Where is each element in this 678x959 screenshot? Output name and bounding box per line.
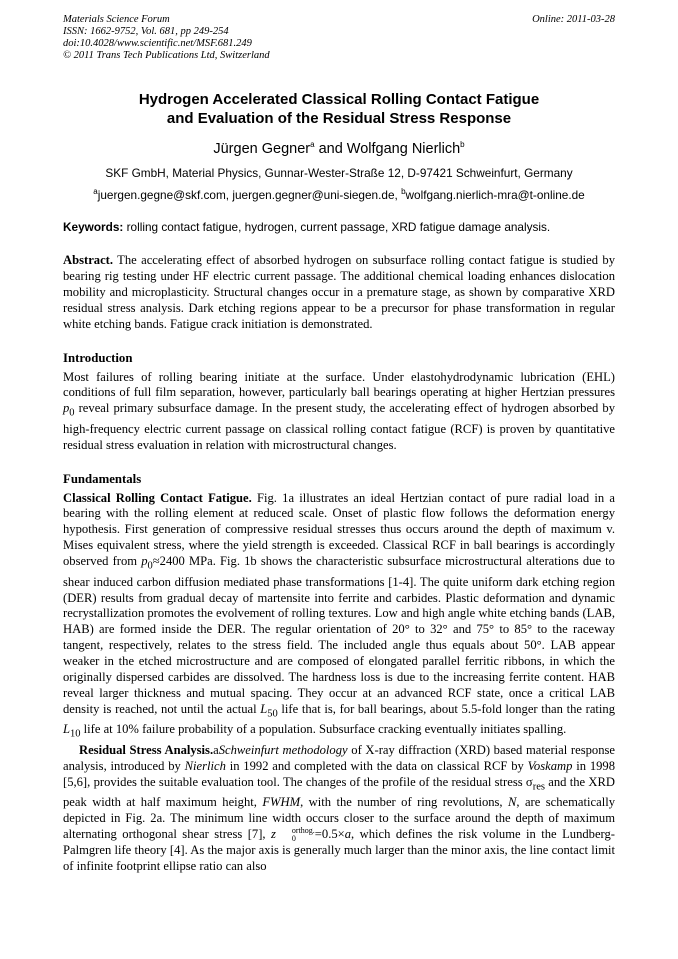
affiliation: SKF GmbH, Material Physics, Gunnar-Wester-Straße 12, D-97421 Schweinfurt, Germany bbox=[105, 166, 573, 180]
rcf-label: Classical Rolling Contact Fatigue. bbox=[63, 490, 252, 505]
email-a-mark: a bbox=[93, 187, 98, 197]
rsa-z-sup: orthog. bbox=[291, 825, 315, 835]
author-2: Wolfgang Nierlich bbox=[346, 141, 461, 157]
rcf-p0: p bbox=[141, 554, 148, 569]
issn-line: ISSN: 1662-9752, Vol. 681, pp 249-254 bbox=[63, 26, 229, 37]
intro-p0-sub: 0 bbox=[69, 407, 75, 419]
rcf-text-c: life that is, for ball bearings, about 5.5-fold longer than the rating bbox=[277, 701, 615, 716]
rsa-z-sub: 0 bbox=[291, 833, 296, 843]
intro-text-2: reveal primary subsurface damage. In the present study, the accelerating effect of hydrogen absorbed by high-frequency electric current passage on classical rolling contact fatigue (RCF) is proven by quantitative residual stress evaluation in relation with microstructural changes. bbox=[63, 401, 615, 452]
email-a[interactable]: juergen.gegne@skf.com, juergen.gegner@uni-siegen.de, bbox=[97, 188, 402, 202]
introduction-text bbox=[63, 370, 615, 454]
rcf-text-b: ≈2400 MPa. Fig. 1b shows the characteristic subsurface microstructural alterations due to shear induced carbon diffusion mediated phase transformations [1-4]. The quite uniform dark etching region (DER) results from gradual decay of martensite into ferrite and carbides. Plastic deformation and dynamic recrystallization promotes the evolvement of rolling textures. Low and high angle white etching bands (LAB, HAB) are formed inside the DER. The regular orientation of 20° to 32° and 75° to 85° to the raceway tangent, respectively, relates to the stress field. The included angle thus equals about 50°. LAB appear weaker in the etched microstructure and are composed of elongated parallel ferritic ribbons, in which the originally dispersed carbides are dissolved. The hardness loss is due to the increasing ferrite content. HAB reveal larger thickness and mutual spacing. They occur at an advanced RCF state, once a critical LAB density is reached, not until the actual bbox=[63, 554, 615, 716]
email-b[interactable]: wolfgang.nierlich-mra@t-online.de bbox=[405, 188, 585, 202]
rsa-fwhm: FWHM bbox=[262, 794, 301, 809]
copyright-line: © 2011 Trans Tech Publications Ltd, Switzerland bbox=[63, 50, 270, 61]
rsa-text-b: of X-ray diffraction (XRD) based material response analysis, introduced by bbox=[63, 742, 616, 773]
rcf-text-a: Fig. 1a illustrates an ideal Hertzian contact of pure radial load in a bearing with the rolling element at reduced scale. Onset of plastic flow follows the deformation energy hypothesis. First generation of compressive residual stresses thus occurs around the depth of maximum v. Mises equivalent stress, where the yield strength is exceeded. Classical RCF in ball bearings is accordingly observed from bbox=[63, 490, 615, 569]
rsa-z-indices bbox=[276, 827, 315, 843]
authors bbox=[63, 141, 615, 157]
rsa-text-e: and the XRD peak width at half maximum height, bbox=[63, 774, 615, 809]
rcf-l50-sub: 50 bbox=[267, 708, 278, 720]
paper-page bbox=[63, 14, 615, 875]
paper-title bbox=[63, 90, 615, 128]
rcf-l10-sub: 10 bbox=[70, 728, 81, 740]
rcf-l50: L bbox=[260, 701, 268, 716]
keywords-label: Keywords: bbox=[63, 220, 124, 234]
title-line-1: Hydrogen Accelerated Classical Rolling Contact Fatigue bbox=[138, 91, 540, 108]
fundamentals-heading: Fundamentals bbox=[63, 471, 142, 486]
rcf-l10: L bbox=[63, 722, 71, 737]
author-1-mark: a bbox=[310, 140, 315, 150]
rsa-text-d: in 1998 [5,6], provides the suitable evaluation tool. The changes of the profile of the residual stress σ bbox=[63, 758, 616, 789]
intro-p0: p bbox=[63, 401, 70, 416]
journal-name: Materials Science Forum bbox=[63, 14, 170, 25]
rcf-p0-sub: 0 bbox=[147, 560, 153, 572]
rcf-text-d: life at 10% failure probability of a population. Subsurface cracking eventually initiates spalling. bbox=[80, 722, 567, 737]
abstract bbox=[63, 253, 615, 333]
rsa-text-c: in 1992 and completed with the data on classical RCF by bbox=[225, 758, 528, 773]
online-date: Online: 2011-03-28 bbox=[532, 14, 615, 25]
introduction-heading: Introduction bbox=[63, 350, 133, 365]
rsa-sigma-res-sub: res bbox=[532, 781, 545, 793]
keywords-text: rolling contact fatigue, hydrogen, current passage, XRD fatigue damage analysis. bbox=[123, 220, 551, 234]
abstract-text: The accelerating effect of absorbed hydrogen on subsurface rolling contact fatigue is studied by bearing rig testing under HF electric current passage. The additional chemical loading enhances dislocation mobility and microplasticity. Structural changes occur in a premature stage, as shown by comparative XRD residual stress analysis. Dark etching regions appear to be a precursor for phase transformation in regular white etching bands. Fatigue crack initiation is demonstrated. bbox=[63, 253, 615, 331]
doi-line: doi:10.4028/www.scientific.net/MSF.681.249 bbox=[63, 38, 252, 49]
intro-text-1: Most failures of rolling bearing initiate at the surface. Under elastohydrodynamic lubrication (EHL) conditions of full film separation, however, particularly ball bearings operating at higher Hertzian pressures bbox=[63, 369, 615, 400]
keywords bbox=[63, 220, 615, 234]
rsa-n: N bbox=[508, 794, 517, 809]
rsa-text-g: , are schematically depicted in Fig. 2a. The minimum line width occurs closer to the surface around the depth of maximum alternating orthogonal shear stress [7], bbox=[63, 794, 615, 841]
rsa-schweinfurt: Schweinfurt methodology bbox=[218, 742, 348, 757]
rsa-label: Residual Stress Analysis. bbox=[79, 742, 214, 757]
rsa-voskamp: Voskamp bbox=[527, 758, 573, 773]
rsa-a: a bbox=[344, 826, 352, 841]
rsa-text-a: a bbox=[213, 742, 219, 757]
rsa-nierlich: Nierlich bbox=[184, 758, 226, 773]
authors-and: and bbox=[314, 141, 347, 157]
rsa-z-formula bbox=[271, 827, 315, 841]
journal-header bbox=[63, 14, 615, 62]
residual-stress-paragraph bbox=[63, 743, 615, 875]
emails bbox=[63, 188, 615, 202]
rsa-z: z bbox=[271, 826, 276, 841]
rcf-paragraph bbox=[63, 491, 615, 743]
rsa-text-f: , with the number of ring revolutions, bbox=[300, 794, 508, 809]
rsa-text-h: =0.5× bbox=[314, 826, 345, 841]
author-1: Jürgen Gegner bbox=[213, 141, 311, 157]
rsa-text-i: , which defines the risk volume in the Lundberg-Palmgren life theory [4]. As the major axis is generally much larger than the minor axis, the line contact limit of infinite footprint ellipse ratio can also bbox=[63, 826, 616, 873]
title-line-2: and Evaluation of the Residual Stress Response bbox=[166, 110, 512, 127]
author-2-mark: b bbox=[460, 140, 465, 150]
email-b-mark: b bbox=[401, 187, 406, 197]
abstract-label: Abstract. bbox=[63, 253, 114, 267]
